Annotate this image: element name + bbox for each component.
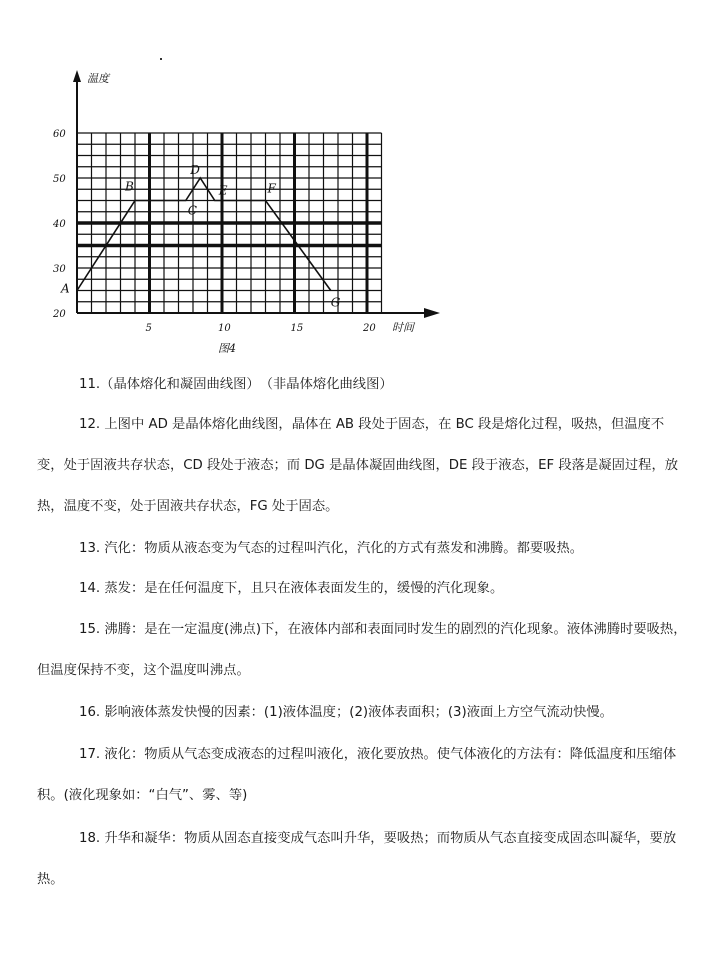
point-label-b: B — [125, 179, 134, 194]
point-label-d: D — [190, 163, 200, 177]
y-tick-label: 20 — [53, 309, 66, 320]
x-tick-label: 20 — [363, 323, 376, 334]
point-label-f: F — [267, 181, 276, 196]
chart-axes — [73, 70, 440, 318]
paragraph-13: 13. 汽化：物质从液态变为气态的过程叫汽化，汽化的方式有蒸发和沸腾。都要吸热。 — [79, 541, 584, 556]
paragraph-12: 12. 上图中 AD 是晶体熔化曲线图，晶体在 AB 段处于固态，在 BC 段是熔化过程，吸热，但温度不变，处于固液共存状态，CD 段处于液态；而 DG 是晶体凝固曲线图，DE 段于液态，EF 段落是凝固过程，放热，温度不变，处于固液共存状态，FG 处于固态。 — [37, 417, 679, 514]
paragraph-15: 15. 沸腾：是在一定温度(沸点)下，在液体内部和表面同时发生的剧烈的汽化现象。液体沸腾时要吸热，但温度保持不变，这个温度叫沸点。 — [37, 622, 687, 678]
point-label-c: C — [187, 203, 197, 218]
paragraph-11: 11.（晶体熔化和凝固曲线图） （非晶体熔化曲线图） — [79, 377, 393, 392]
point-label-e: E — [218, 183, 228, 198]
paragraph-16: 16. 影响液体蒸发快慢的因素：(1)液体温度；(2)液体表面积；(3)液面上方空气流动快慢。 — [79, 705, 613, 720]
y-axis-arrow-icon — [73, 70, 81, 82]
y-tick-label: 30 — [53, 264, 66, 275]
paragraph-18: 18. 升华和凝华：物质从固态直接变成气态叫升华，要吸热；而物质从气态直接变成固态叫凝华，要放热。 — [37, 831, 677, 887]
y-tick-label: 40 — [53, 219, 66, 230]
y-tick-label: 60 — [53, 129, 66, 140]
x-axis-label: 时间 — [392, 321, 414, 334]
point-label-a: A — [61, 281, 70, 296]
paragraph-14: 14. 蒸发：是在任何温度下，且只在液体表面发生的，缓慢的汽化现象。 — [79, 581, 504, 596]
x-axis-arrow-icon — [424, 308, 440, 318]
point-label-g: G — [330, 295, 341, 310]
y-tick-label: 50 — [53, 174, 66, 185]
figure-caption: 图4 — [218, 342, 236, 355]
chart-grid — [77, 133, 382, 313]
y-axis-label: 温度 — [87, 72, 109, 85]
x-tick-label: 10 — [218, 323, 231, 334]
x-tick-label: 5 — [145, 323, 152, 334]
paragraph-17: 17. 液化：物质从气态变成液态的过程叫液化，液化要放热。使气体液化的方法有：降低温度和压缩体积。(液化现象如：“白气”、雾、等) — [37, 747, 677, 803]
melting-curve-figure — [50, 60, 450, 360]
x-tick-label: 15 — [290, 323, 304, 334]
